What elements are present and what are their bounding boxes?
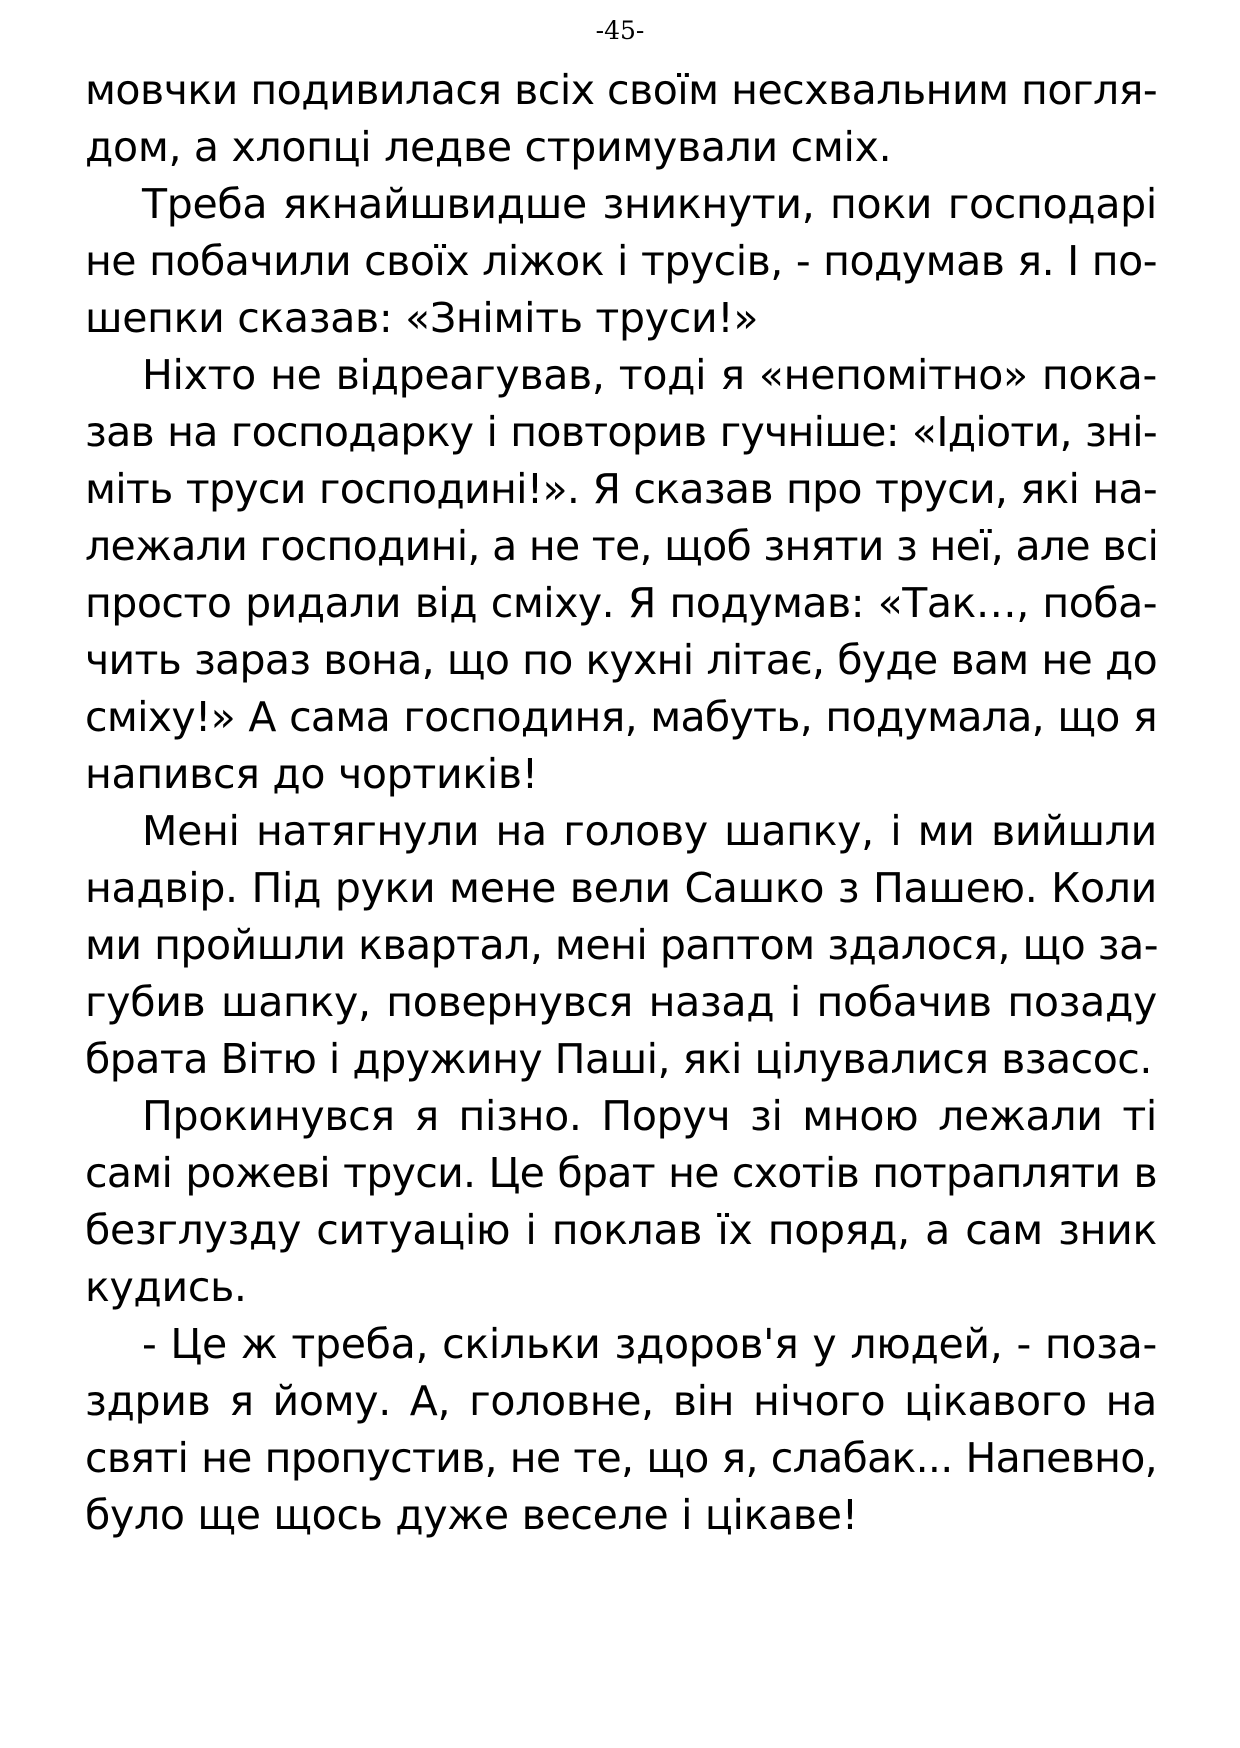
text-line: лежали господині, а не те, щоб зняти з неї, але всі [85, 522, 1159, 570]
text-line: не побачили своїх ліжок і трусів, - подумав я. І по- [85, 237, 1157, 285]
text-line: кудись. [85, 1263, 247, 1311]
text-line: чить зараз вона, що по кухні літає, буде вам не до [85, 636, 1157, 684]
text-line: шепки сказав: «Зніміть труси!» [85, 294, 759, 342]
text-line: самі рожеві труси. Це брат не схотів потрапляти в [85, 1149, 1157, 1197]
text-line: міть труси господині!». Я сказав про труси, які на- [85, 465, 1157, 513]
text-line: ми пройшли квартал, мені раптом здалося, що за- [85, 921, 1158, 969]
text-line: надвір. Під руки мене вели Сашко з Пашею. Коли [85, 864, 1157, 912]
text-line: святі не пропустив, не те, що я, слабак... Напевно, [85, 1434, 1157, 1482]
text-line: просто ридали від сміху. Я подумав: «Так…, поба- [85, 579, 1157, 627]
text-line: губив шапку, повернувся назад і побачив позаду [85, 978, 1157, 1026]
text-line: дом, а хлопці ледве стримували сміх. [85, 123, 892, 171]
text-line: зав на господарку і повторив гучніше: «Ідіоти, зні- [85, 408, 1157, 456]
text-line: напився до чортиків! [85, 750, 538, 798]
page-number: -45- [595, 16, 645, 45]
text-line: здрив я йому. А, головне, він нічого цікавого на [85, 1377, 1157, 1425]
text-line: брата Вітю і дружину Паші, які цілувалися взасос. [85, 1035, 1152, 1083]
text-line: сміху!» А сама господиня, мабуть, подумала, що я [85, 693, 1157, 741]
text-line: мовчки подивилася всіх своїм несхвальним погля- [85, 66, 1158, 114]
text-line: Мені натягнули на голову шапку, і ми вийшли [142, 807, 1157, 855]
text-line: безглузду ситуацію і поклав їх поряд, а сам зник [85, 1206, 1157, 1254]
text-line: Ніхто не відреагував, тоді я «непомітно» пока- [142, 351, 1157, 399]
body-text [85, 62, 1157, 1544]
text-line: Прокинувся я пізно. Поруч зі мною лежали ті [142, 1092, 1157, 1140]
text-line: Треба якнайшвидше зникнути, поки господарі [142, 180, 1157, 228]
text-line: було ще щось дуже веселе і цікаве! [85, 1491, 858, 1539]
text-line: - Це ж треба, скільки здоров'я у людей, - поза- [142, 1320, 1157, 1368]
